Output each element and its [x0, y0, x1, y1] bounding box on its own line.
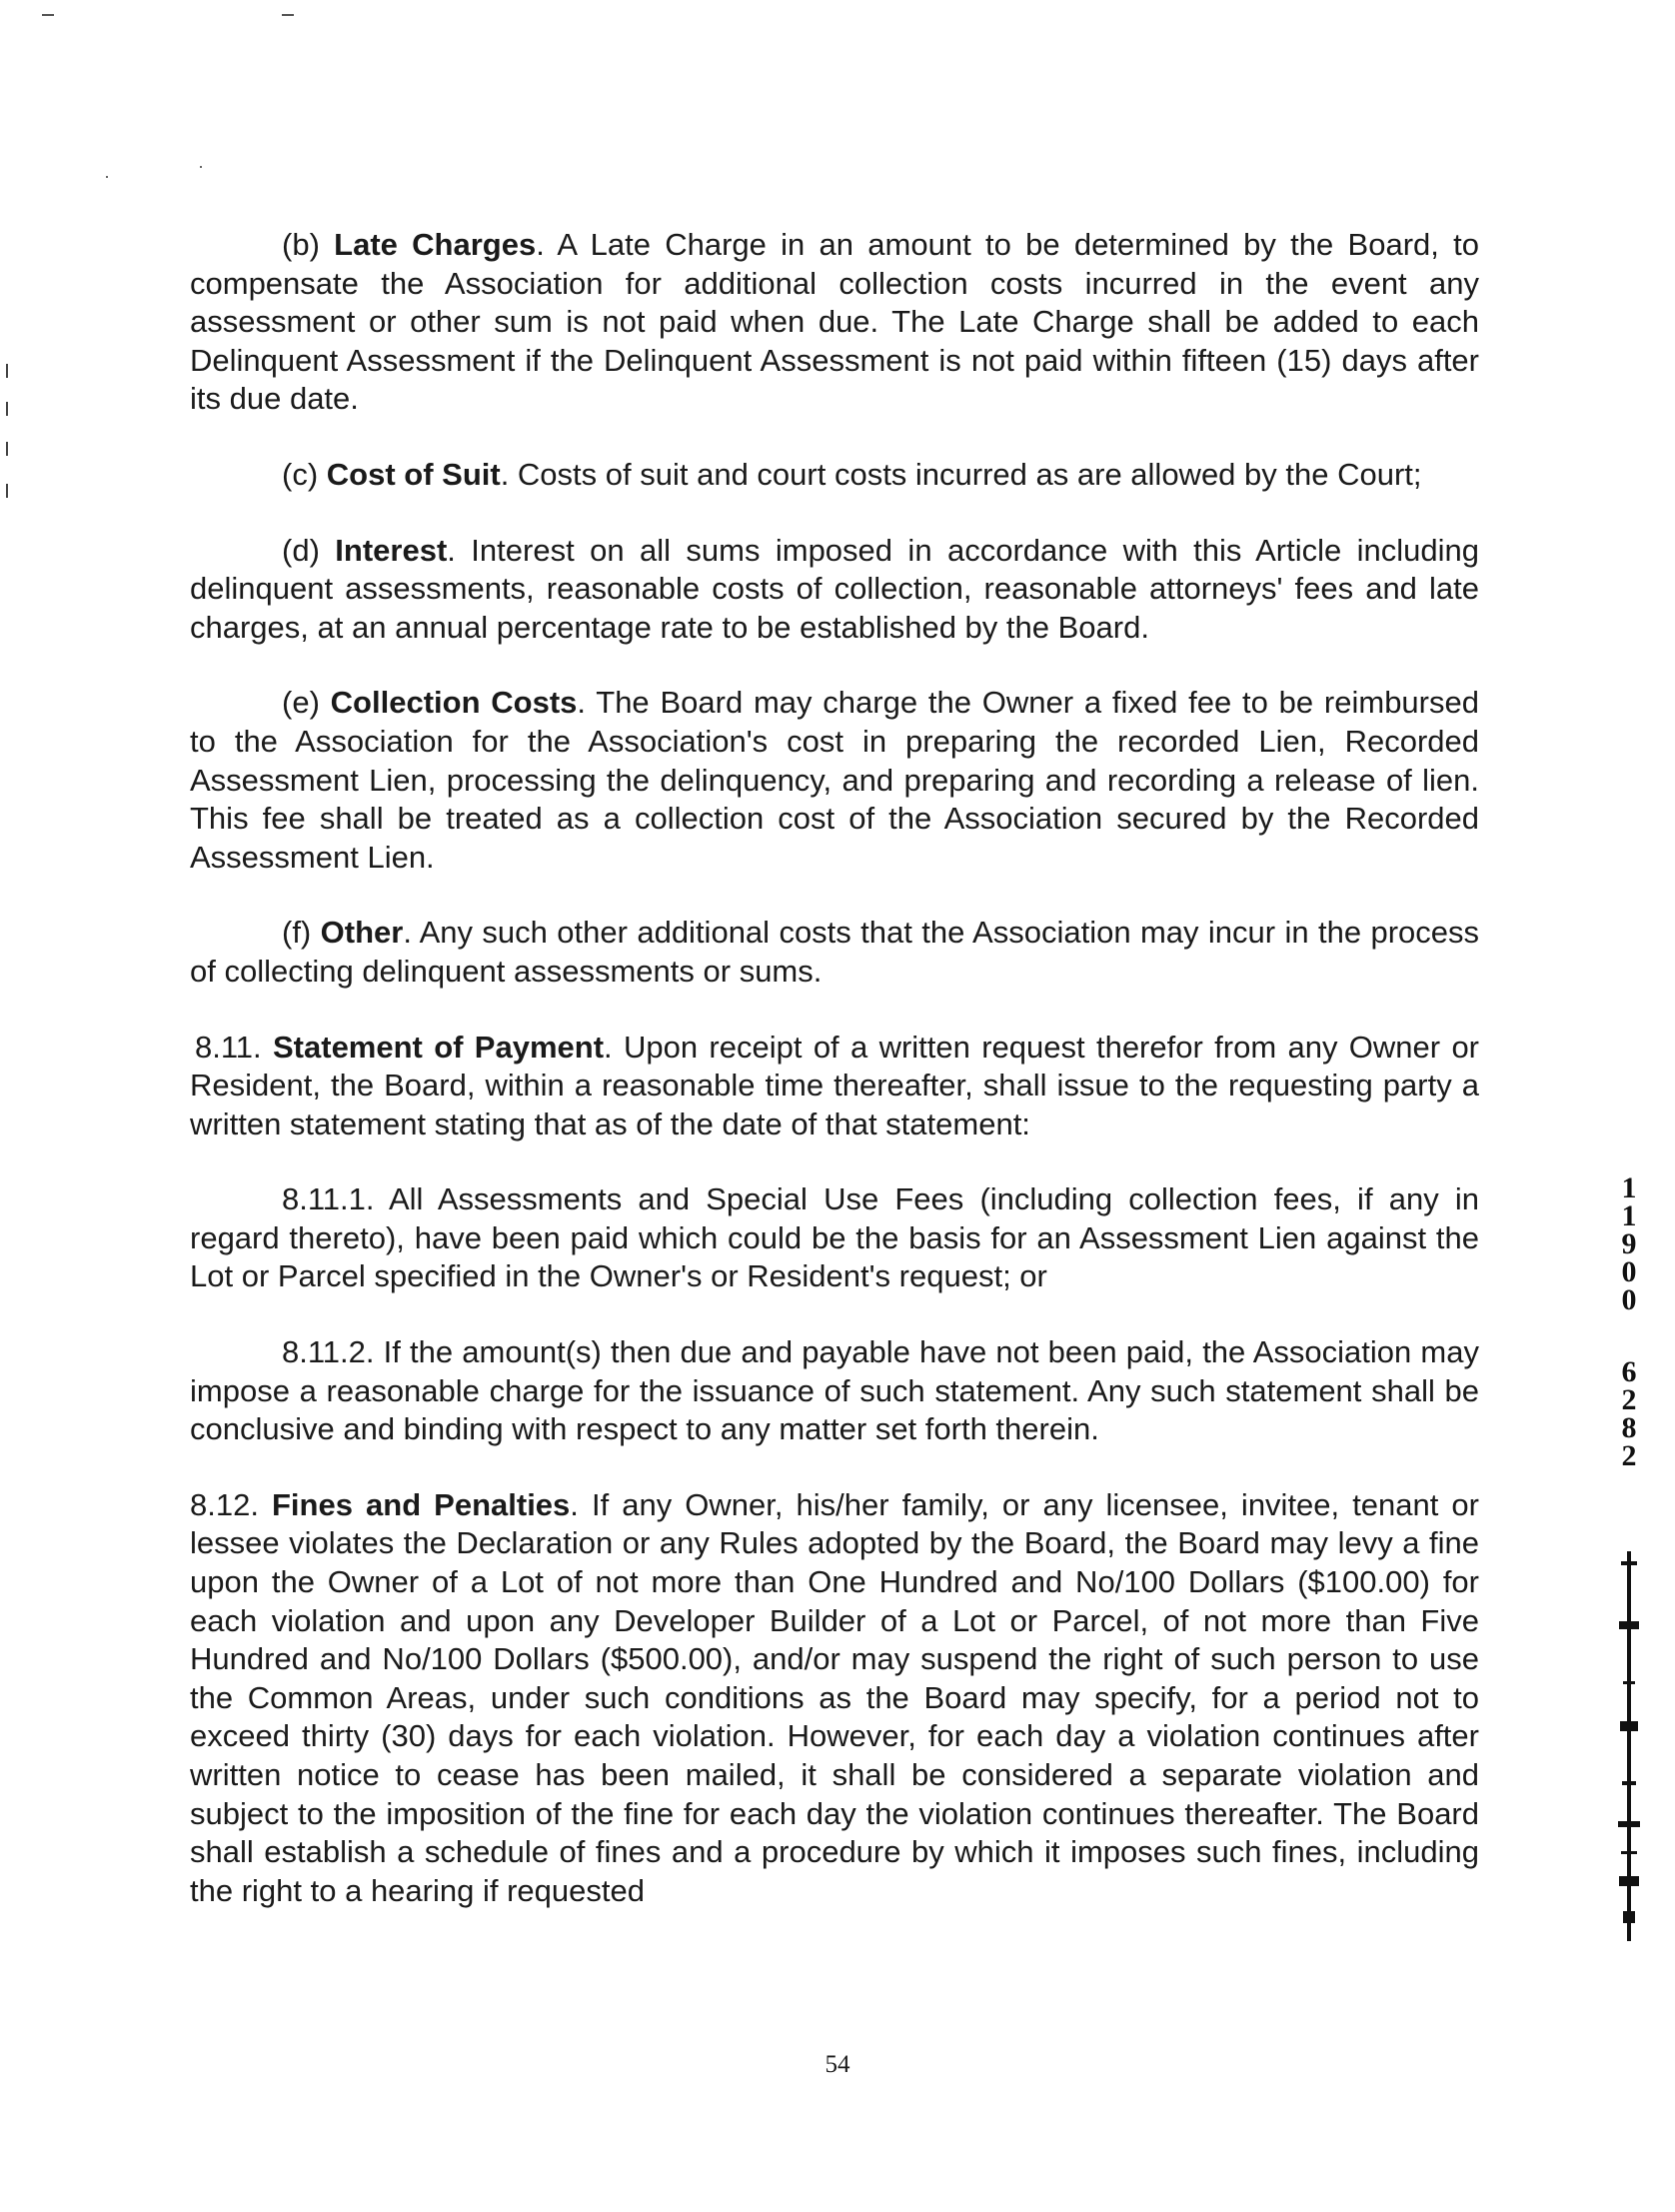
- section-number: 8.12.: [190, 1486, 272, 1522]
- paragraph-collection-costs: [190, 684, 1479, 877]
- recording-digit: 2: [1621, 1383, 1637, 1416]
- paragraph-cost-of-suit: [190, 456, 1479, 495]
- item-title: Interest: [335, 532, 448, 568]
- item-text: . Any such other additional costs that the Association may incur in the process of collecting delinquent assessments or sums.: [190, 915, 1480, 989]
- recording-digit: 9: [1621, 1227, 1637, 1260]
- scan-mark: [6, 442, 8, 456]
- scan-mark: [6, 402, 8, 416]
- recording-digit: 2: [1621, 1439, 1637, 1472]
- section-8-12-fines-and-penalties: [190, 1486, 1479, 1911]
- subsection-text: 8.11.2. If the amount(s) then due and payable have not been paid, the Association may impose a reasonable charge for the issuance of such statement. Any such statement shall be conclusive and binding with respect to any matter set forth therein.: [190, 1334, 1479, 1447]
- item-text: . A Late Charge in an amount to be determined by the Board, to compensate the Association for additional collection costs incurred in the event any assessment or other sum is not paid when due. The Late Charge shall be added to each Delinquent Assessment if the Delinquent Assessment is not paid within fifteen (15) days after its due date.: [190, 227, 1479, 417]
- item-text: . Costs of suit and court costs incurred as are allowed by the Court;: [500, 456, 1422, 492]
- item-prefix: (d): [282, 532, 336, 568]
- recording-digit: 8: [1621, 1411, 1637, 1444]
- page-number: 54: [825, 2051, 850, 2078]
- barcode: [1609, 1551, 1649, 1941]
- scan-mark: [6, 364, 8, 378]
- item-prefix: (c): [282, 456, 327, 492]
- item-prefix: (e): [282, 685, 331, 721]
- recording-digit: 0: [1621, 1283, 1637, 1316]
- paragraph-other: [190, 914, 1479, 991]
- item-title: Cost of Suit: [326, 456, 501, 492]
- section-number: 8.11.: [195, 1029, 273, 1065]
- item-prefix: (f): [282, 915, 321, 951]
- recording-digit: 0: [1621, 1255, 1637, 1288]
- section-title: Statement of Payment: [273, 1029, 605, 1065]
- recording-gap: [1611, 1313, 1647, 1357]
- subsection-text: 8.11.1. All Assessments and Special Use Fees (including collection fees, if any in regard thereto), have been paid which could be the basis for an Assessment Lien against the Lot or Parcel specified in the Owner's or Resident's request; or: [190, 1181, 1479, 1294]
- item-title: Late Charges: [334, 227, 537, 262]
- subsection-8-11-2: [190, 1333, 1479, 1449]
- item-text: . Interest on all sums imposed in accordance with this Article including delinquent assessments, reasonable costs of collection, reasonable attorneys' fees and late charges, at an annual percentage rate to be established by the Board.: [190, 532, 1479, 645]
- recording-digit: 1: [1621, 1199, 1637, 1232]
- section-8-11-statement-of-payment: [190, 1029, 1479, 1144]
- paragraph-interest: [190, 532, 1479, 648]
- item-title: Collection Costs: [330, 685, 578, 721]
- recording-digit: 6: [1621, 1355, 1637, 1388]
- scan-mark: [200, 166, 202, 168]
- subsection-8-11-1: [190, 1180, 1479, 1296]
- scan-mark: [6, 484, 8, 498]
- scan-mark: [106, 176, 108, 178]
- scan-mark: [42, 14, 54, 16]
- section-text: . If any Owner, his/her family, or any licensee, invitee, tenant or lessee violates the Declaration or any Rules adopted by the Board, the Board may levy a fine upon the Owner of a Lot of not more than One Hundred and No/100 Dollars ($100.00) for each violation and upon any Developer Builder of a Lot or Parcel, of not more than Five Hundred and No/100 Dollars ($500.00), and/or may suspend the right of such person to use the Common Areas, under such conditions as the Board may specify, for a period not to exceed thirty (30) days for each violation. However, for each day a violation continues after written notice to cease has been mailed, it shall be considered a separate violation and subject to the imposition of the fine for each day the violation continues thereafter. The Board shall establish a schedule of fines and a procedure by which it imposes such fines, including the right to a hearing if requested: [190, 1486, 1479, 1908]
- recording-number-stamp: [1611, 1171, 1647, 1472]
- scan-mark: [282, 14, 294, 16]
- item-title: Other: [320, 915, 404, 951]
- recording-digit: 1: [1621, 1171, 1637, 1204]
- section-text: . Upon receipt of a written request therefor from any Owner or Resident, the Board, within a reasonable time thereafter, shall issue to the requesting party a written statement stating that as of the date of that statement:: [190, 1029, 1480, 1141]
- item-prefix: (b): [282, 227, 335, 262]
- section-title: Fines and Penalties: [272, 1486, 571, 1522]
- paragraph-late-charges: [190, 226, 1479, 419]
- document-body: [190, 226, 1479, 1947]
- item-text: . The Board may charge the Owner a fixed fee to be reimbursed to the Association for the Association's cost in preparing the recorded Lien, Recorded Assessment Lien, processing the delinquency, and preparing and recording a release of lien. This fee shall be treated as a collection cost of the Association secured by the Recorded Assessment Lien.: [190, 685, 1479, 875]
